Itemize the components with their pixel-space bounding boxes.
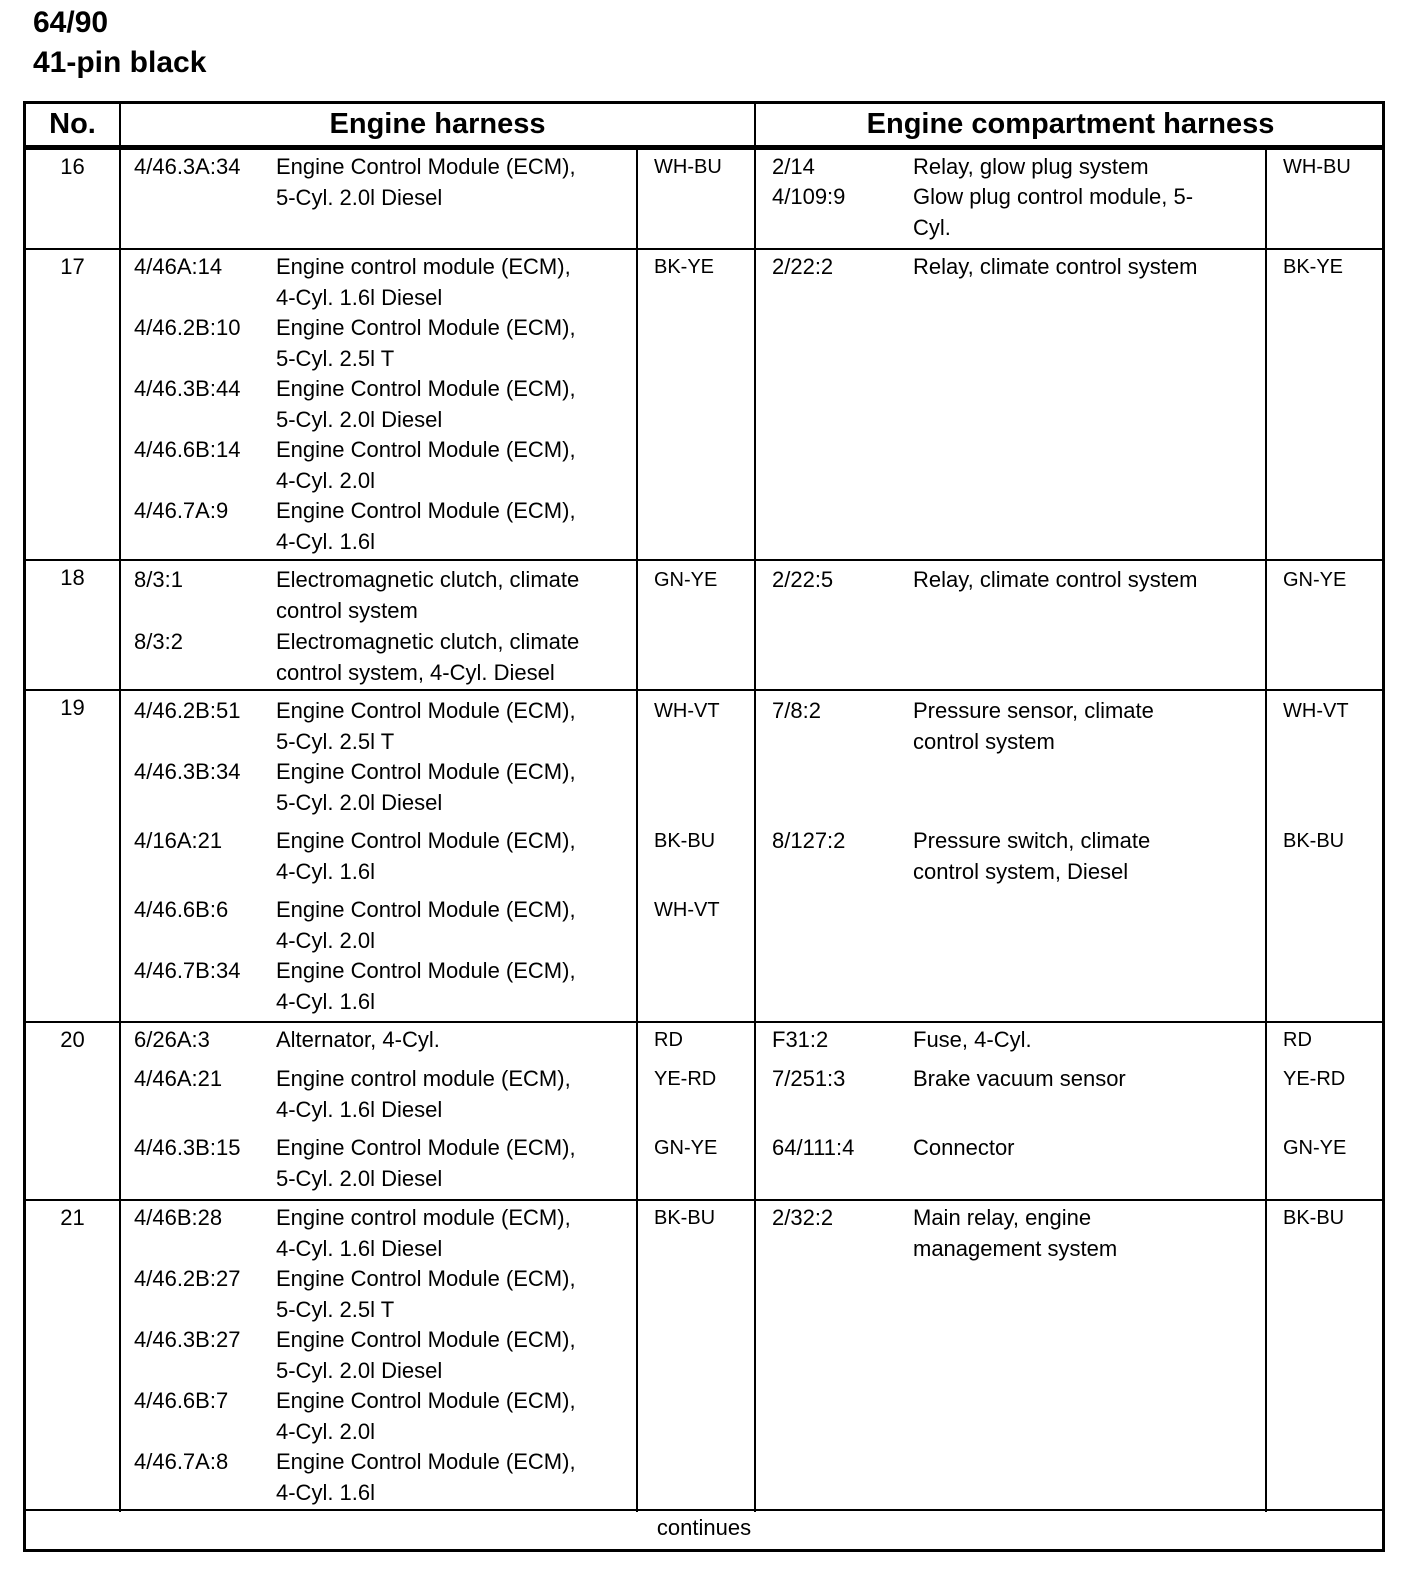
compartment-pin: 8/127:2 — [772, 828, 846, 853]
engine-pin: 4/46.3B:44 — [134, 376, 241, 401]
engine-component: Engine Control Module (ECM), 5-Cyl. 2.5l T — [276, 698, 576, 754]
engine-pin: 4/46.7A:8 — [134, 1449, 229, 1474]
engine-component: Alternator, 4-Cyl. — [276, 1027, 440, 1052]
table-header — [26, 104, 1382, 148]
compartment-wire-color: BK-BU — [1283, 1207, 1345, 1229]
engine-pin: 8/3:2 — [134, 629, 183, 654]
compartment-component: Fuse, 4-Cyl. — [913, 1027, 1032, 1052]
row-number: 17 — [60, 254, 85, 279]
compartment-wire-color: BK-YE — [1283, 256, 1344, 278]
compartment-component: Main relay, engine management system — [913, 1205, 1118, 1261]
compartment-wire-color: GN-YE — [1283, 569, 1347, 591]
engine-wire-color: WH-BU — [654, 156, 722, 178]
row-divider — [26, 1021, 1382, 1023]
compartment-pin: 4/109:9 — [772, 184, 846, 209]
compartment-wire-color: WH-VT — [1283, 700, 1349, 722]
row-number: 18 — [60, 565, 85, 590]
header-double-rule — [26, 148, 1382, 150]
compartment-component: Relay, glow plug system — [913, 154, 1149, 179]
engine-component: Engine Control Module (ECM), 4-Cyl. 1.6l — [276, 828, 576, 884]
engine-wire-color: GN-YE — [654, 1137, 718, 1159]
engine-pin: 8/3:1 — [134, 567, 183, 592]
compartment-component: Pressure sensor, climate control system — [913, 698, 1154, 754]
engine-component: Engine control module (ECM), 4-Cyl. 1.6l Diesel — [276, 1205, 571, 1261]
engine-pin: 4/46.3B:34 — [134, 759, 241, 784]
compartment-pin: 2/22:5 — [772, 567, 834, 592]
engine-pin: 4/46.3B:27 — [134, 1327, 241, 1352]
table-footer: continues — [26, 1509, 1382, 1549]
row-number: 21 — [60, 1205, 85, 1230]
engine-component: Engine Control Module (ECM), 5-Cyl. 2.0l Diesel — [276, 1327, 576, 1383]
engine-component: Engine Control Module (ECM), 5-Cyl. 2.5l T — [276, 315, 576, 371]
compartment-component: Brake vacuum sensor — [913, 1066, 1126, 1091]
engine-component: Electromagnetic clutch, climate control system, 4-Cyl. Diesel — [276, 629, 580, 685]
engine-component: Engine Control Module (ECM), 4-Cyl. 1.6l — [276, 1449, 576, 1505]
engine-pin: 6/26A:3 — [134, 1027, 210, 1052]
compartment-wire-color: YE-RD — [1283, 1068, 1346, 1090]
engine-pin: 4/46A:14 — [134, 254, 223, 279]
page-number: 64/90 — [33, 6, 109, 39]
compartment-component: Connector — [913, 1135, 1015, 1160]
engine-component: Electromagnetic clutch, climate control system — [276, 567, 580, 623]
compartment-pin: 7/251:3 — [772, 1066, 846, 1091]
engine-pin: 4/46.2B:51 — [134, 698, 241, 723]
column-divider — [636, 148, 638, 1512]
engine-pin: 4/46A:21 — [134, 1066, 223, 1091]
engine-component: Engine Control Module (ECM), 4-Cyl. 2.0l — [276, 437, 576, 493]
compartment-wire-color: WH-BU — [1283, 156, 1351, 178]
engine-wire-color: BK-BU — [654, 830, 716, 852]
engine-pin: 4/46.2B:10 — [134, 315, 241, 340]
engine-pin: 4/46.6B:14 — [134, 437, 241, 462]
engine-component: Engine control module (ECM), 4-Cyl. 1.6l Diesel — [276, 254, 571, 310]
compartment-component: Glow plug control module, 5- Cyl. — [913, 184, 1194, 240]
engine-pin: 4/46.3B:15 — [134, 1135, 241, 1160]
engine-pin: 4/46.7B:34 — [134, 958, 241, 983]
compartment-pin: 64/111:4 — [772, 1135, 855, 1160]
engine-component: Engine Control Module (ECM), 4-Cyl. 1.6l — [276, 958, 576, 1014]
row-number: 19 — [60, 695, 85, 720]
engine-wire-color: RD — [654, 1029, 683, 1051]
row-number: 20 — [60, 1027, 85, 1052]
engine-wire-color: WH-VT — [654, 700, 720, 722]
row-divider — [26, 1199, 1382, 1201]
compartment-component: Relay, climate control system — [913, 254, 1198, 279]
engine-component: Engine Control Module (ECM), 4-Cyl. 2.0l — [276, 897, 576, 953]
engine-wire-color: BK-BU — [654, 1207, 716, 1229]
engine-component: Engine control module (ECM), 4-Cyl. 1.6l Diesel — [276, 1066, 571, 1122]
column-engine-compartment-harness: Engine compartment harness — [866, 108, 1275, 140]
engine-component: Engine Control Module (ECM), 4-Cyl. 2.0l — [276, 1388, 576, 1444]
pin-table — [23, 101, 1385, 1552]
engine-component: Engine Control Module (ECM), 5-Cyl. 2.0l Diesel — [276, 376, 576, 432]
engine-wire-color: YE-RD — [654, 1068, 717, 1090]
compartment-pin: 7/8:2 — [772, 698, 821, 723]
engine-component: Engine Control Module (ECM), 5-Cyl. 2.0l Diesel — [276, 759, 576, 815]
engine-wire-color: WH-VT — [654, 899, 720, 921]
column-no: No. — [49, 108, 96, 140]
engine-component: Engine Control Module (ECM), 5-Cyl. 2.0l Diesel — [276, 154, 576, 210]
row-divider — [26, 248, 1382, 250]
engine-pin: 4/46.3A:34 — [134, 154, 241, 179]
engine-component: Engine Control Module (ECM), 5-Cyl. 2.5l T — [276, 1266, 576, 1322]
connector-title: 41-pin black — [33, 46, 207, 79]
row-number: 16 — [60, 154, 85, 179]
engine-component: Engine Control Module (ECM), 4-Cyl. 1.6l — [276, 498, 576, 554]
compartment-pin: 2/14 — [772, 154, 815, 179]
engine-pin: 4/46.6B:6 — [134, 897, 229, 922]
compartment-wire-color: RD — [1283, 1029, 1312, 1051]
row-divider — [26, 559, 1382, 561]
engine-pin: 4/46.7A:9 — [134, 498, 229, 523]
compartment-component: Relay, climate control system — [913, 567, 1198, 592]
row-divider — [26, 689, 1382, 691]
compartment-pin: F31:2 — [772, 1027, 829, 1052]
compartment-pin: 2/22:2 — [772, 254, 834, 279]
engine-pin: 4/46B:28 — [134, 1205, 223, 1230]
column-divider — [754, 104, 756, 1512]
compartment-wire-color: BK-BU — [1283, 830, 1345, 852]
compartment-pin: 2/32:2 — [772, 1205, 834, 1230]
compartment-wire-color: GN-YE — [1283, 1137, 1347, 1159]
engine-wire-color: GN-YE — [654, 569, 718, 591]
engine-component: Engine Control Module (ECM), 5-Cyl. 2.0l Diesel — [276, 1135, 576, 1191]
engine-pin: 4/16A:21 — [134, 828, 223, 853]
column-divider — [119, 104, 121, 1512]
column-divider — [1265, 148, 1267, 1512]
engine-pin: 4/46.6B:7 — [134, 1388, 229, 1413]
column-engine-harness: Engine harness — [329, 108, 546, 140]
compartment-component: Pressure switch, climate control system, Diesel — [913, 828, 1151, 884]
engine-wire-color: BK-YE — [654, 256, 715, 278]
engine-pin: 4/46.2B:27 — [134, 1266, 241, 1291]
